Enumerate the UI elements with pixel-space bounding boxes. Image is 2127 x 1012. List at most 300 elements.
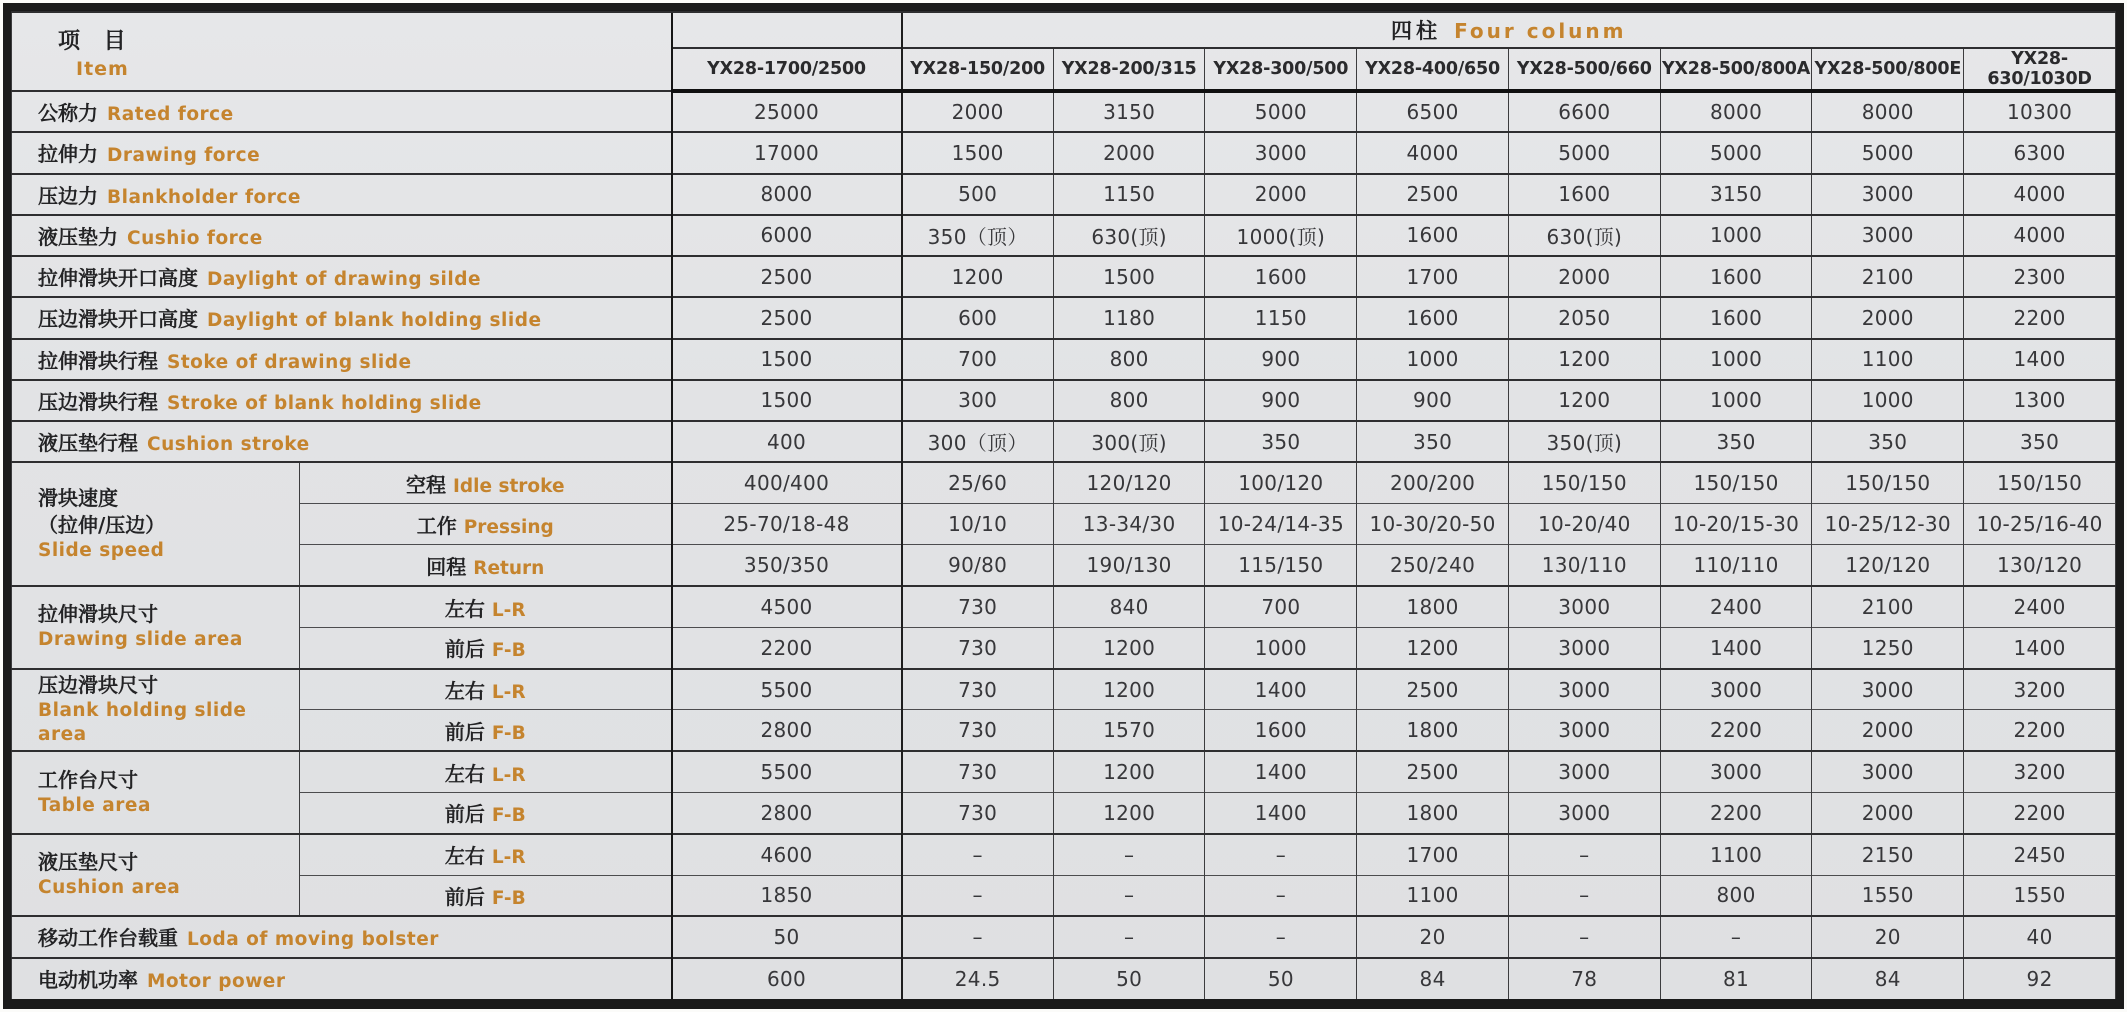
item-header-zh: 项 目 [58,28,134,54]
row-label [12,174,672,215]
spec-value-cell: 10-25/16-40 [1964,504,2116,545]
spec-value-cell: 900 [1357,380,1509,421]
spec-value-cell: 800 [1053,380,1205,421]
group-label-zh: 工作台尺寸 [38,767,138,792]
spec-value-cell: 1000(顶) [1205,215,1357,256]
spec-value-cell: – [1205,916,1357,957]
row-label [12,380,672,421]
spec-value-cell: 1600 [1508,174,1660,215]
spec-value-cell: 1800 [1357,586,1509,627]
spec-value-cell: 730 [902,586,1054,627]
sub-row-label [300,669,672,710]
spec-value-cell: 1500 [1053,256,1205,297]
table-row [12,91,2116,132]
spec-value-cell: 3000 [1205,132,1357,173]
table-row [12,958,2116,999]
model-header-cell: YX28-300/500 [1205,48,1357,91]
spec-value-cell: 2050 [1508,297,1660,338]
spec-value-cell: 1250 [1812,627,1964,668]
model-header-cell: YX28-500/800A [1660,48,1812,91]
sub-row-label-en: L-R [491,847,526,869]
row-label-en: Blankholder force [107,186,301,208]
spec-value-cell: 1200 [1053,751,1205,792]
spec-value-cell: 2800 [672,793,902,834]
sub-row-label-zh: 左右 [444,844,485,869]
spec-value-cell: 3000 [1508,793,1660,834]
table-row [12,710,2116,751]
sub-row-label [300,834,672,875]
spec-value-cell: – [1053,875,1205,916]
spec-value-cell: 730 [902,793,1054,834]
table-row [12,256,2116,297]
row-label-zh: 压边滑块行程 [38,389,158,414]
spec-value-cell: 1150 [1053,174,1205,215]
spec-value-cell: 2200 [1660,793,1812,834]
spec-value-cell: 1200 [1357,627,1509,668]
spec-value-cell: 2500 [1357,174,1509,215]
row-label-en: Stroke of blank holding slide [167,392,482,414]
sub-row-label-en: L-R [491,682,526,704]
spec-value-cell: 2400 [1660,586,1812,627]
spec-value-cell: 730 [902,751,1054,792]
spec-value-cell: 130/120 [1964,545,2116,586]
spec-value-cell: 78 [1508,958,1660,999]
spec-value-cell: 350 [1812,421,1964,462]
spec-value-cell: 5000 [1205,91,1357,132]
row-label-en: Loda of moving bolster [187,929,439,951]
spec-value-cell: 3000 [1812,215,1964,256]
spec-value-cell: 10-24/14-35 [1205,504,1357,545]
spec-value-cell: 250/240 [1357,545,1509,586]
spec-value-cell: 2000 [1205,174,1357,215]
spec-value-cell: 1400 [1205,793,1357,834]
spec-value-cell: 150/150 [1964,462,2116,503]
spec-value-cell: 1400 [1964,339,2116,380]
spec-value-cell: 1500 [902,132,1054,173]
spec-value-cell: 600 [672,958,902,999]
spec-value-cell: 8000 [672,174,902,215]
spec-value-cell: 1300 [1964,380,2116,421]
row-label [12,256,672,297]
spec-value-cell: 1200 [1508,380,1660,421]
table-row [12,339,2116,380]
spec-value-cell: 840 [1053,586,1205,627]
spec-value-cell: 8000 [1812,91,1964,132]
spec-value-cell: 800 [1660,875,1812,916]
spec-value-cell: – [902,875,1054,916]
table-row [12,916,2116,957]
spec-value-cell: 1800 [1357,793,1509,834]
spec-value-cell: 500 [902,174,1054,215]
spec-value-cell: 1570 [1053,710,1205,751]
spec-value-cell: 20 [1812,916,1964,957]
sub-row-label-en: F-B [491,722,526,744]
spec-value-cell: 300（顶） [902,421,1054,462]
spec-value-cell: 1700 [1357,834,1509,875]
row-label-zh: 液压垫力 [38,224,118,249]
table-row [12,627,2116,668]
spec-value-cell: – [1053,916,1205,957]
spec-value-cell: 5000 [1812,132,1964,173]
spec-value-cell: 81 [1660,958,1812,999]
spec-value-cell: 10-25/12-30 [1812,504,1964,545]
row-label-en: Drawing force [107,145,261,167]
spec-value-cell: 3000 [1812,669,1964,710]
group-label-en: Drawing slide area [38,629,243,651]
spec-value-cell: 5000 [1660,132,1812,173]
spec-value-cell: 1100 [1660,834,1812,875]
sub-row-label [300,710,672,751]
spec-value-cell: 2000 [902,91,1054,132]
spec-value-cell: 350/350 [672,545,902,586]
spec-value-cell: 1100 [1357,875,1509,916]
spec-value-cell: 2000 [1812,793,1964,834]
four-column-header [902,12,2116,48]
spec-value-cell: 900 [1205,380,1357,421]
row-label-en: Rated force [107,104,234,126]
group-label-zh: 拉伸滑块尺寸 [38,602,158,627]
spec-value-cell: 730 [902,627,1054,668]
spec-value-cell: 115/150 [1205,545,1357,586]
spec-value-cell: 1600 [1357,297,1509,338]
spec-value-cell: 3000 [1508,710,1660,751]
spec-value-cell: 3000 [1812,751,1964,792]
model-header-cell: YX28-500/660 [1508,48,1660,91]
spec-value-cell: 350 [1205,421,1357,462]
spec-value-cell: 2100 [1812,586,1964,627]
spec-value-cell: 150/150 [1660,462,1812,503]
spec-value-cell: 3200 [1964,751,2116,792]
spec-value-cell: 150/150 [1812,462,1964,503]
spec-value-cell: 4000 [1357,132,1509,173]
sub-row-label-zh: 工作 [416,513,457,538]
spec-value-cell: 3000 [1812,174,1964,215]
sub-row-label-zh: 左右 [444,679,485,704]
spec-value-cell: 1100 [1812,339,1964,380]
spec-value-cell: – [1205,834,1357,875]
item-header-cell [12,12,672,91]
spec-value-cell: 150/150 [1508,462,1660,503]
spec-value-cell: 3150 [1660,174,1812,215]
spec-value-cell: 10/10 [902,504,1054,545]
group-label-zh2: （拉伸/压边） [38,512,166,537]
spec-value-cell: 1600 [1205,256,1357,297]
spec-value-cell: 6600 [1508,91,1660,132]
spec-value-cell: – [1508,916,1660,957]
spec-value-cell: 2200 [1964,710,2116,751]
table-row [12,793,2116,834]
spec-value-cell: 3150 [1053,91,1205,132]
sheet-frame [3,3,2124,1009]
spec-value-cell: 3000 [1508,586,1660,627]
spec-value-cell: 2000 [1812,297,1964,338]
spec-value-cell: 1200 [1053,793,1205,834]
spec-value-cell: 3000 [1660,669,1812,710]
row-label-zh: 拉伸滑块行程 [38,348,158,373]
spec-value-cell: 630(顶) [1053,215,1205,256]
spec-value-cell: 2450 [1964,834,2116,875]
group-label-zh: 液压垫尺寸 [38,850,138,875]
spec-value-cell: 84 [1357,958,1509,999]
group-label-zh: 压边滑块尺寸 [38,672,158,697]
spec-value-cell: 2500 [672,256,902,297]
spec-value-cell: 84 [1812,958,1964,999]
model-header-cell: YX28-150/200 [902,48,1054,91]
row-label [12,339,672,380]
spec-value-cell: 6000 [672,215,902,256]
spec-value-cell: 600 [902,297,1054,338]
row-label-en: Motor power [147,971,286,993]
sub-row-label-zh: 空程 [406,472,446,497]
four-column-en: Four colunm [1454,19,1627,43]
spec-value-cell: 700 [902,339,1054,380]
table-row [12,834,2116,875]
row-label [12,958,672,999]
row-label-en: Cushio force [127,227,263,249]
sub-row-label-zh: 前后 [444,802,485,827]
spec-value-cell: 1000 [1660,215,1812,256]
row-label [12,91,672,132]
spec-table-head [12,12,2116,91]
table-row [12,751,2116,792]
spec-value-cell: 10300 [1964,91,2116,132]
spec-value-cell: 900 [1205,339,1357,380]
spec-value-cell: 2500 [1357,669,1509,710]
spec-value-cell: – [902,834,1054,875]
spec-value-cell: 1000 [1357,339,1509,380]
spec-value-cell: 2800 [672,710,902,751]
spec-value-cell: 1000 [1660,339,1812,380]
model-header-cell: YX28-400/650 [1357,48,1509,91]
spec-value-cell: 2000 [1812,710,1964,751]
spec-value-cell: 1000 [1812,380,1964,421]
row-label-zh: 电动机功率 [38,968,138,993]
spec-value-cell: 2200 [1660,710,1812,751]
spec-value-cell: 4000 [1964,174,2116,215]
table-row [12,174,2116,215]
sub-row-label-en: F-B [491,640,526,662]
spec-value-cell: 2000 [1508,256,1660,297]
row-label-en: Daylight of blank holding slide [207,310,542,332]
spec-value-cell: 1400 [1660,627,1812,668]
sub-row-label-zh: 回程 [426,554,467,579]
spec-value-cell: 130/110 [1508,545,1660,586]
model-header-cell: YX28-630/1030D [1964,48,2116,91]
spec-value-cell: 25-70/18-48 [672,504,902,545]
spec-value-cell: 350 [1357,421,1509,462]
spec-value-cell: 13-34/30 [1053,504,1205,545]
spec-value-cell: 6300 [1964,132,2116,173]
table-row [12,380,2116,421]
table-row [12,462,2116,503]
spec-value-cell: 5000 [1508,132,1660,173]
header-blank-cell [672,12,902,48]
spec-value-cell: 3000 [1508,669,1660,710]
sub-row-label-en: F-B [491,805,526,827]
spec-value-cell: 2200 [1964,793,2116,834]
spec-value-cell: 1200 [902,256,1054,297]
model-header-cell: YX28-500/800E [1812,48,1964,91]
spec-value-cell: 190/130 [1053,545,1205,586]
spec-value-cell: 300(顶) [1053,421,1205,462]
spec-value-cell: 1180 [1053,297,1205,338]
spec-value-cell: 5500 [672,669,902,710]
spec-value-cell: 5500 [672,751,902,792]
group-label-zh: 滑块速度 [38,485,118,510]
group-label-en: Blank holding slide area [38,699,247,746]
spec-value-cell: 110/110 [1660,545,1812,586]
row-label-zh: 压边滑块开口高度 [38,307,198,332]
header-group-row [12,12,2116,48]
spec-value-cell: – [1205,875,1357,916]
four-column-zh: 四柱 [1390,19,1441,43]
spec-value-cell: 350 [1964,421,2116,462]
spec-value-cell: – [1508,875,1660,916]
spec-value-cell: 300 [902,380,1054,421]
sub-row-label [300,751,672,792]
model-header-cell: YX28-1700/2500 [672,48,902,91]
sub-row-label-en: L-R [491,764,526,786]
group-label-en: Cushion area [38,877,181,899]
spec-value-cell: 1000 [1660,380,1812,421]
table-row [12,875,2116,916]
row-label-en: Stoke of drawing slide [167,351,412,373]
table-row [12,504,2116,545]
spec-value-cell: 350 [1660,421,1812,462]
row-label-zh: 液压垫行程 [38,431,138,456]
spec-value-cell: 1600 [1660,256,1812,297]
spec-value-cell: 1150 [1205,297,1357,338]
sub-row-label [300,462,672,503]
spec-table-body [12,91,2116,999]
spec-value-cell: 730 [902,669,1054,710]
spec-value-cell: 50 [1053,958,1205,999]
sub-row-label [300,793,672,834]
table-row [12,297,2116,338]
spec-value-cell: 1550 [1964,875,2116,916]
row-label-zh: 拉伸力 [38,142,98,167]
spec-value-cell: 3000 [1508,751,1660,792]
row-label-en: Daylight of drawing silde [207,269,482,291]
spec-value-cell: 3000 [1508,627,1660,668]
sub-row-label-zh: 前后 [444,884,485,909]
spec-value-cell: 10-30/20-50 [1357,504,1509,545]
spec-value-cell: 6500 [1357,91,1509,132]
spec-value-cell: 4000 [1964,215,2116,256]
spec-value-cell: 350(顶) [1508,421,1660,462]
table-row [12,132,2116,173]
spec-value-cell: 2200 [672,627,902,668]
sub-row-label-en: Return [473,557,545,579]
spec-value-cell: 3000 [1660,751,1812,792]
spec-value-cell: 120/120 [1053,462,1205,503]
spec-value-cell: 100/120 [1205,462,1357,503]
spec-value-cell: 1400 [1205,669,1357,710]
row-label [12,916,672,957]
spec-value-cell: 92 [1964,958,2116,999]
sub-row-label-en: F-B [491,887,526,909]
spec-value-cell: 1800 [1357,710,1509,751]
row-label [12,215,672,256]
spec-value-cell: 350（顶） [902,215,1054,256]
spec-value-cell: 730 [902,710,1054,751]
table-row [12,586,2116,627]
spec-value-cell: 1200 [1053,669,1205,710]
group-label [12,669,300,752]
spec-value-cell: 2100 [1812,256,1964,297]
spec-value-cell: 2150 [1812,834,1964,875]
spec-value-cell: 1400 [1964,627,2116,668]
spec-value-cell: 1500 [672,339,902,380]
spec-value-cell: 1600 [1660,297,1812,338]
row-label-zh: 移动工作台载重 [38,926,178,951]
spec-value-cell: – [1660,916,1812,957]
sub-row-label [300,545,672,586]
sub-row-label [300,627,672,668]
spec-value-cell: 3200 [1964,669,2116,710]
spec-value-cell: – [1053,834,1205,875]
spec-value-cell: 25/60 [902,462,1054,503]
spec-value-cell: 2200 [1964,297,2116,338]
sub-row-label-zh: 前后 [444,637,485,662]
spec-value-cell: 1550 [1812,875,1964,916]
spec-value-cell: 25000 [672,91,902,132]
table-row [12,669,2116,710]
spec-value-cell: 120/120 [1812,545,1964,586]
spec-value-cell: 10-20/15-30 [1660,504,1812,545]
spec-value-cell: 4500 [672,586,902,627]
spec-value-cell: 2500 [1357,751,1509,792]
spec-value-cell: 400 [672,421,902,462]
spec-value-cell: 1200 [1508,339,1660,380]
spec-value-cell: 400/400 [672,462,902,503]
spec-value-cell: 1850 [672,875,902,916]
spec-value-cell: 2000 [1053,132,1205,173]
row-label-zh: 公称力 [38,101,98,126]
row-label [12,297,672,338]
sub-row-label-en: Idle stroke [453,475,565,497]
spec-value-cell: 1600 [1357,215,1509,256]
group-label [12,834,300,917]
spec-value-cell: 50 [1205,958,1357,999]
spec-value-cell: 24.5 [902,958,1054,999]
sub-row-label [300,875,672,916]
spec-value-cell: 40 [1964,916,2116,957]
spec-value-cell: – [1508,834,1660,875]
spec-value-cell: 1500 [672,380,902,421]
spec-value-cell: 2500 [672,297,902,338]
spec-value-cell: 10-20/40 [1508,504,1660,545]
row-label-en: Cushion stroke [147,434,310,456]
spec-value-cell: 800 [1053,339,1205,380]
sub-row-label-en: L-R [491,599,526,621]
spec-value-cell: 20 [1357,916,1509,957]
spec-value-cell: 50 [672,916,902,957]
spec-value-cell: 1600 [1205,710,1357,751]
group-label-en: Slide speed [38,539,165,561]
group-label [12,586,300,669]
model-header-cell: YX28-200/315 [1053,48,1205,91]
sub-row-label-zh: 左右 [444,596,485,621]
spec-value-cell: 1400 [1205,751,1357,792]
row-label-zh: 压边力 [38,183,98,208]
sub-row-label-en: Pressing [463,516,554,538]
row-label [12,421,672,462]
spec-value-cell: 8000 [1660,91,1812,132]
table-row [12,545,2116,586]
spec-value-cell: 2300 [1964,256,2116,297]
group-label-en: Table area [38,794,151,816]
